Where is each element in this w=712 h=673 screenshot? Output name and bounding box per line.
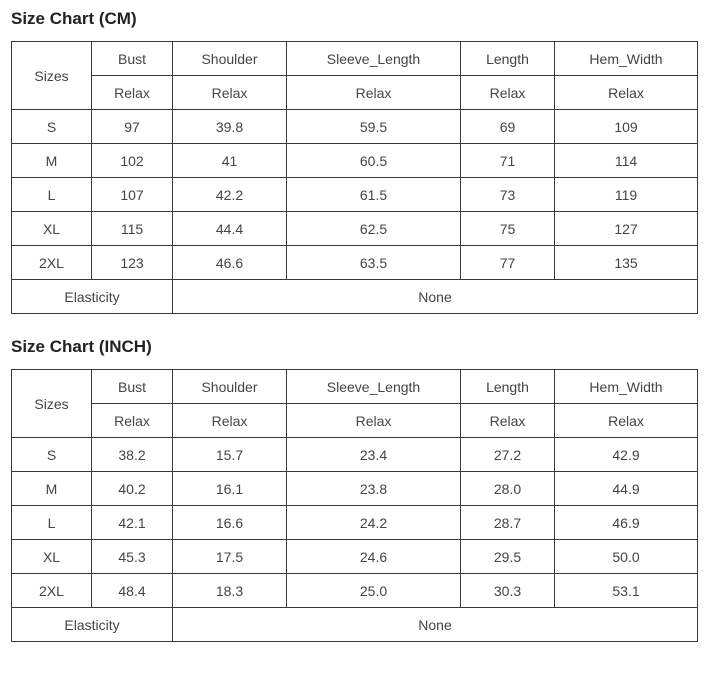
size-label: XL xyxy=(12,540,92,574)
size-label: L xyxy=(12,178,92,212)
table-cell: 59.5 xyxy=(287,110,461,144)
fit-cell: Relax xyxy=(173,404,287,438)
elasticity-label: Elasticity xyxy=(12,280,173,314)
table-cell: 41 xyxy=(173,144,287,178)
size-chart-inch-title: Size Chart (INCH) xyxy=(11,337,152,356)
column-header-length: Length xyxy=(461,370,555,404)
column-header-shoulder: Shoulder xyxy=(173,42,287,76)
size-label: S xyxy=(12,438,92,472)
fit-cell: Relax xyxy=(461,76,555,110)
table-cell: 40.2 xyxy=(92,472,173,506)
table-cell: 24.6 xyxy=(287,540,461,574)
size-label: 2XL xyxy=(12,246,92,280)
table-cell: 127 xyxy=(555,212,698,246)
table-cell: 42.2 xyxy=(173,178,287,212)
fit-cell: Relax xyxy=(555,404,698,438)
size-chart-inch-table xyxy=(11,369,698,642)
table-row xyxy=(12,110,698,144)
elasticity-row xyxy=(12,608,698,642)
column-header-hem-width: Hem_Width xyxy=(555,370,698,404)
table-cell: 18.3 xyxy=(173,574,287,608)
table-cell: 73 xyxy=(461,178,555,212)
fit-cell: Relax xyxy=(92,404,173,438)
table-cell: 77 xyxy=(461,246,555,280)
table-row xyxy=(12,246,698,280)
table-header-row xyxy=(12,42,698,76)
table-cell: 69 xyxy=(461,110,555,144)
table-row xyxy=(12,178,698,212)
table-cell: 38.2 xyxy=(92,438,173,472)
table-cell: 16.1 xyxy=(173,472,287,506)
table-row xyxy=(12,144,698,178)
table-cell: 102 xyxy=(92,144,173,178)
table-cell: 45.3 xyxy=(92,540,173,574)
sizes-header: Sizes xyxy=(12,42,92,110)
table-cell: 15.7 xyxy=(173,438,287,472)
table-cell: 44.4 xyxy=(173,212,287,246)
size-label: XL xyxy=(12,212,92,246)
table-cell: 28.7 xyxy=(461,506,555,540)
table-row xyxy=(12,212,698,246)
size-label: S xyxy=(12,110,92,144)
table-row xyxy=(12,574,698,608)
table-cell: 16.6 xyxy=(173,506,287,540)
table-cell: 23.8 xyxy=(287,472,461,506)
table-cell: 46.6 xyxy=(173,246,287,280)
column-header-hem-width: Hem_Width xyxy=(555,42,698,76)
fit-cell: Relax xyxy=(92,76,173,110)
column-header-shoulder: Shoulder xyxy=(173,370,287,404)
column-header-bust: Bust xyxy=(92,42,173,76)
fit-cell: Relax xyxy=(555,76,698,110)
table-cell: 123 xyxy=(92,246,173,280)
fit-cell: Relax xyxy=(287,76,461,110)
table-cell: 75 xyxy=(461,212,555,246)
table-cell: 25.0 xyxy=(287,574,461,608)
size-label: M xyxy=(12,144,92,178)
table-header-row xyxy=(12,370,698,404)
table-cell: 24.2 xyxy=(287,506,461,540)
table-cell: 71 xyxy=(461,144,555,178)
elasticity-label: Elasticity xyxy=(12,608,173,642)
column-header-bust: Bust xyxy=(92,370,173,404)
table-cell: 135 xyxy=(555,246,698,280)
table-cell: 107 xyxy=(92,178,173,212)
table-cell: 115 xyxy=(92,212,173,246)
table-cell: 48.4 xyxy=(92,574,173,608)
elasticity-value: None xyxy=(173,608,698,642)
table-cell: 97 xyxy=(92,110,173,144)
table-cell: 60.5 xyxy=(287,144,461,178)
table-cell: 29.5 xyxy=(461,540,555,574)
table-row xyxy=(12,472,698,506)
table-cell: 114 xyxy=(555,144,698,178)
table-row xyxy=(12,506,698,540)
fit-cell: Relax xyxy=(461,404,555,438)
table-cell: 46.9 xyxy=(555,506,698,540)
size-chart-cm-table xyxy=(11,41,698,314)
table-cell: 50.0 xyxy=(555,540,698,574)
table-fit-row xyxy=(12,404,698,438)
table-cell: 61.5 xyxy=(287,178,461,212)
table-cell: 42.9 xyxy=(555,438,698,472)
elasticity-row xyxy=(12,280,698,314)
table-cell: 30.3 xyxy=(461,574,555,608)
table-cell: 17.5 xyxy=(173,540,287,574)
table-cell: 119 xyxy=(555,178,698,212)
table-cell: 53.1 xyxy=(555,574,698,608)
fit-cell: Relax xyxy=(287,404,461,438)
size-label: 2XL xyxy=(12,574,92,608)
table-row xyxy=(12,540,698,574)
size-chart-cm-title: Size Chart (CM) xyxy=(11,9,137,28)
table-cell: 62.5 xyxy=(287,212,461,246)
table-cell: 63.5 xyxy=(287,246,461,280)
table-cell: 23.4 xyxy=(287,438,461,472)
column-header-length: Length xyxy=(461,42,555,76)
table-cell: 39.8 xyxy=(173,110,287,144)
size-label: L xyxy=(12,506,92,540)
table-fit-row xyxy=(12,76,698,110)
column-header-sleeve-length: Sleeve_Length xyxy=(287,42,461,76)
table-cell: 27.2 xyxy=(461,438,555,472)
table-cell: 109 xyxy=(555,110,698,144)
table-cell: 28.0 xyxy=(461,472,555,506)
elasticity-value: None xyxy=(173,280,698,314)
table-row xyxy=(12,438,698,472)
table-cell: 44.9 xyxy=(555,472,698,506)
column-header-sleeve-length: Sleeve_Length xyxy=(287,370,461,404)
size-label: M xyxy=(12,472,92,506)
table-cell: 42.1 xyxy=(92,506,173,540)
sizes-header: Sizes xyxy=(12,370,92,438)
fit-cell: Relax xyxy=(173,76,287,110)
